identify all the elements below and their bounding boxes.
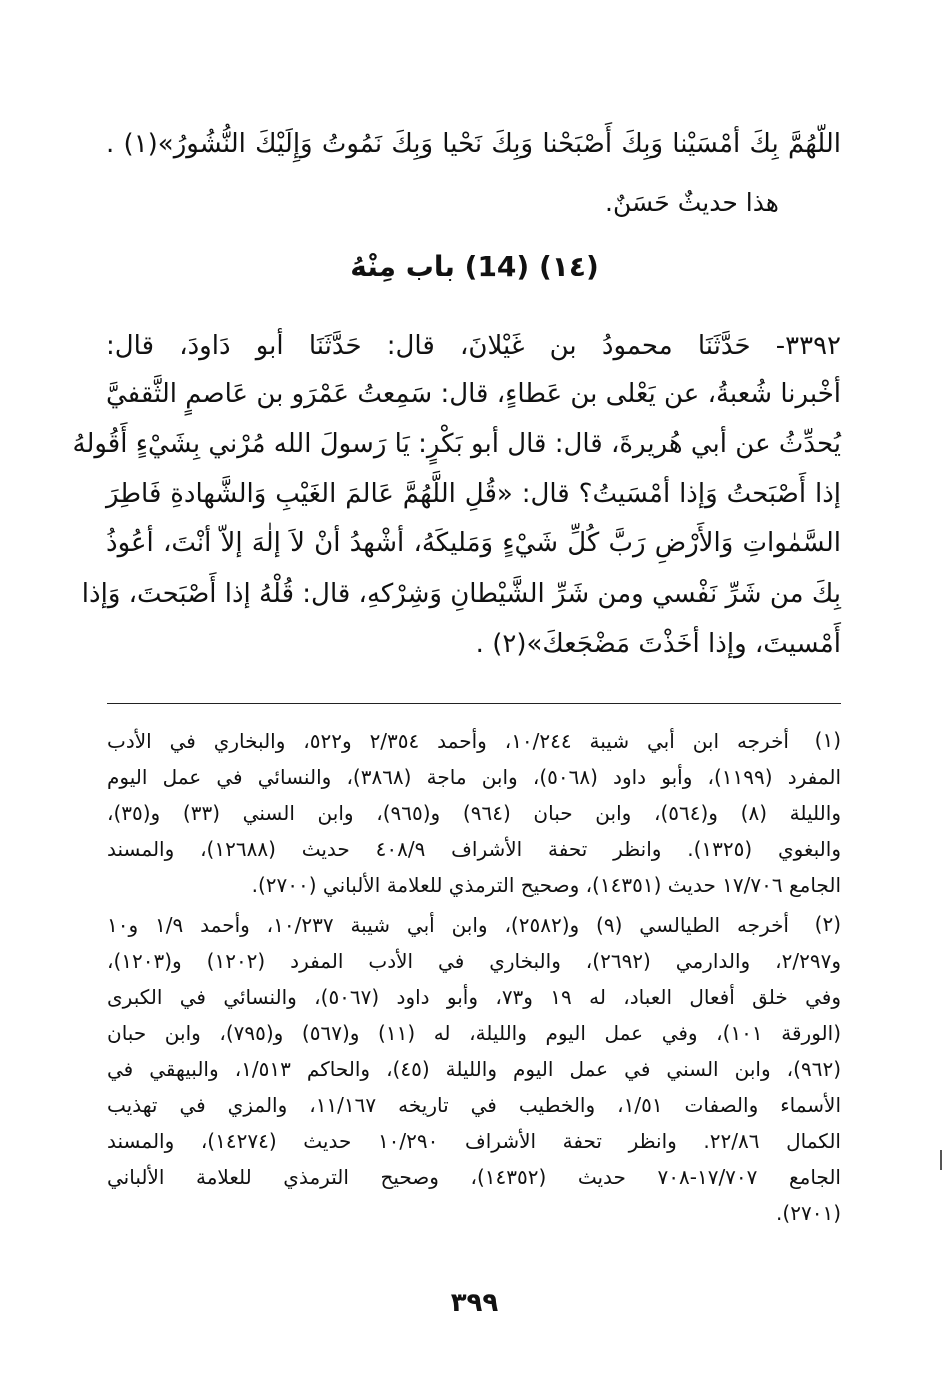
footnote-number: (١) [814,728,841,752]
footnote-line: والبغوي (١٣٢٥). وانظر تحفة الأشراف ٤٠٨/٩ حديث (١٢٦٨٨)، والمسند [107,837,841,861]
footnote-line: (٢٧٠١). [776,1201,841,1225]
hadith-line: ٣٣٩٢- حَدَّثَنَا محمودُ بن غَيْلانَ، قال: حَدَّثَنَا أبو دَاودَ، قال: [106,331,841,361]
footnote-line: (الورقة ١٠١)، وفي عمل اليوم والليلة، له (١١) و(٥٦٧) و(٧٩٥)، وابن حبان [107,1021,841,1045]
hadith-line: أَمْسيتَ، وإذا أخَذْتَ مَضْجَعكَ»(٢) . [475,629,841,659]
footnote-line: المفرد (١١٩٩)، وأبو داود (٥٠٦٨)، وابن ماجة (٣٨٦٨)، والنسائي في عمل اليوم [107,765,842,789]
hadith-line: السَّمٰواتِ وَالأَرْضِ رَبَّ كُلِّ شَيْءٍ وَمَليكَهُ، أشْهدُ أنْ لاَ إلٰهَ إلاّ أنْتَ، أعُوذُ [106,528,841,558]
hadith-line: يُحدِّثُ عن أبي هُريرةَ، قال: قال أبو بَكْرٍ: يَا رَسولَ الله مُرْني بِشَيْءٍ أَقُولهُ [72,429,841,459]
footnote-line: الأسماء والصفات ١/٥١، والخطيب في تاريخه ١١/١٦٧، والمزي في تهذيب [107,1093,842,1117]
prayer-line: اللّهُمَّ بِكَ أمْسَيْنا وَبِكَ أَصْبَحْنا وَبِكَ نَحْيا وَبِكَ نَمُوتُ وَإِلَيْكَ النُّشُورُ»(١) . [106,129,841,159]
footnote-number: (٢) [814,912,841,936]
footnote-line: الجامع ١٧/٧٠٧-٧٠٨ حديث (١٤٣٥٢)، وصحيح الترمذي للعلامة الألباني [107,1165,841,1189]
footnote-line: الجامع ١٧/٧٠٦ حديث (١٤٣٥١)، وصحيح الترمذي للعلامة الألباني (٢٧٠٠). [251,873,841,897]
footnote-line: أخرجه ابن أبي شيبة ١٠/٢٤٤، وأحمد ٢/٣٥٤ و٥٢٢، والبخاري في الأدب [107,729,789,753]
hadith-line: أخْبرنا شُعبةُ، عن يَعْلى بن عَطاءٍ، قال: سَمِعتُ عَمْرَو بن عَاصمٍ الثَّقفيَّ [106,379,841,409]
footnote-line: والليلة (٨) و(٥٦٤)، وابن حبان (٩٦٤) و(٩٦٥)، وابن السني (٣٣) و(٣٥)، [107,801,841,825]
footnote-separator [107,703,841,704]
footnote-line: (٩٦٢)، وابن السني في عمل اليوم والليلة (٤٥)، والحاكم ١/٥١٣، والبيهقي في [107,1057,841,1081]
hadith-line: بِكَ من شَرِّ نَفْسي ومن شَرِّ الشَّيْطانِ وَشِرْكهِ، قال: قُلْهُ إذا أَصْبَحتَ، وَإذا [81,579,841,609]
page-number: ٣٩٩ [450,1288,499,1318]
hadith-line: إذا أَصْبَحتُ وَإذا أمْسَيتُ؟ قال: «قُلِ اللَّهُمَّ عَالمَ الغَيْبِ وَالشَّهادةِ فَاطِرَ [106,479,841,509]
footnote-line: و٢/٢٩٧، والدارمي (٢٦٩٢)، والبخاري في الأدب المفرد (١٢٠٢) و(١٢٠٣)، [107,949,841,973]
chapter-heading: (١٤) (14) باب مِنْهُ [350,250,599,283]
hadith-verdict: هذا حديثٌ حَسَنٌ. [605,188,779,217]
footnote-line: الكمال ٢٢/٨٦. وانظر تحفة الأشراف ١٠/٢٩٠ حديث (١٤٢٧٤)، والمسند [107,1129,841,1153]
footnote-line: أخرجه الطيالسي (٩) و(٢٥٨٢)، وابن أبي شيبة ١٠/٢٣٧، وأحمد ١/٩ و١٠ [107,913,789,937]
scan-edge-mark [940,1150,948,1170]
footnote-line: وفي خلق أفعال العباد، له ١٩ و٧٣، وأبو داود (٥٠٦٧)، والنسائي في الكبرى [107,985,841,1009]
